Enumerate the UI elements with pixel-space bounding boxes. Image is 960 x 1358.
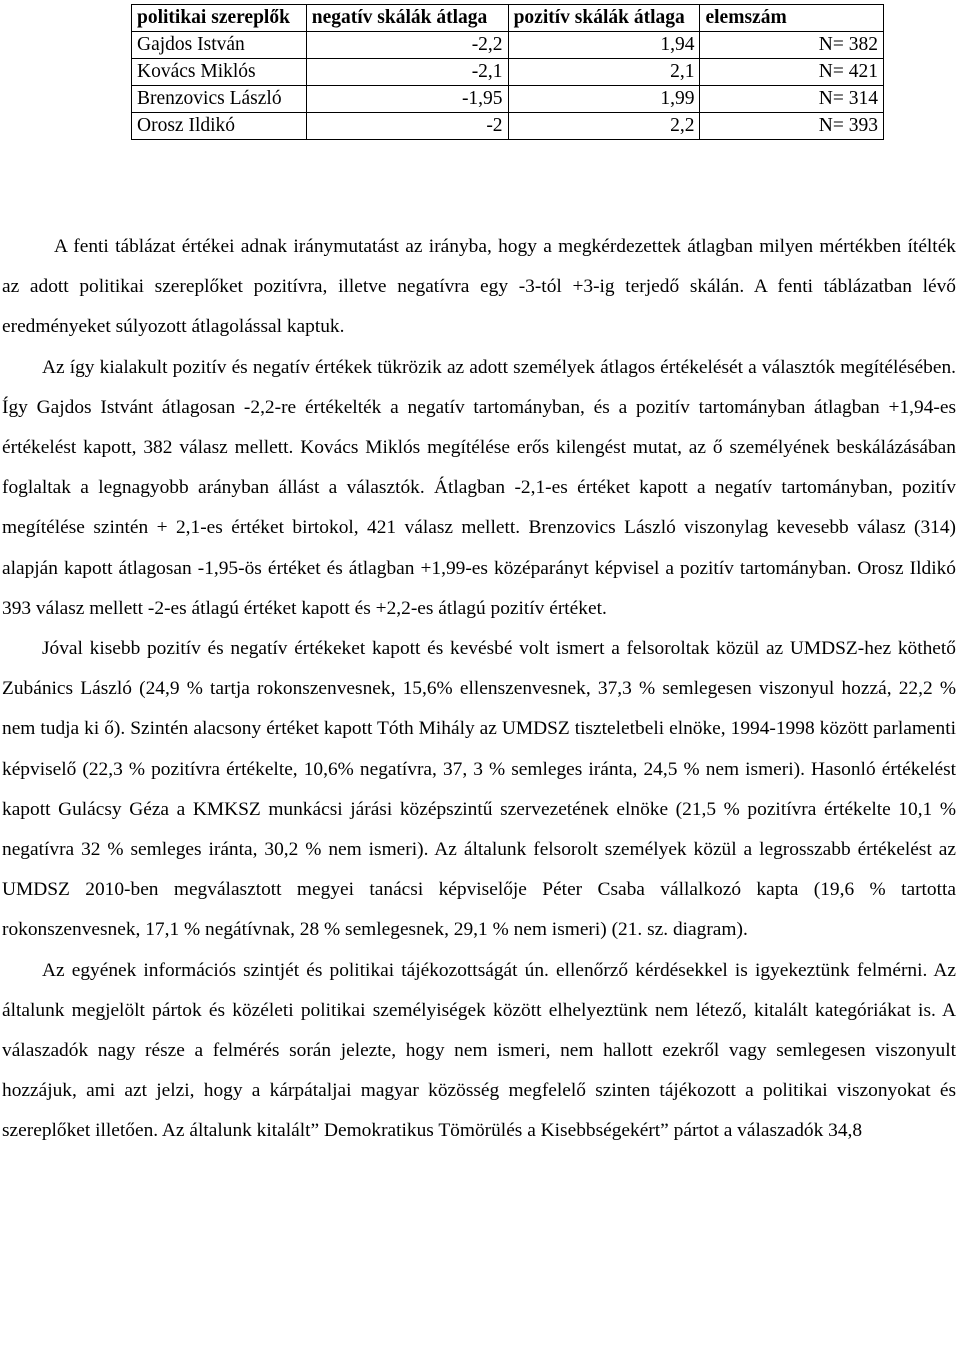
cell-politician: Kovács Miklós [132, 59, 307, 86]
header-positive-average: pozitív skálák átlaga [508, 5, 700, 32]
cell-sample-size: N= 393 [700, 113, 884, 140]
cell-positive-average: 2,2 [508, 113, 700, 140]
paragraph: Az így kialakult pozitív és negatív értékek tükrözik az adott személyek átlagos értékelését a választók megítélésében. Így Gajdos Istvánt átlagosan -2,2-re értékelték a negatív tartományban, és a pozitív tartományban átlagban +1,94-es értékelést kapott, 382 válasz mellett. Kovács Miklós megítélése erős kilengést mutat, az ő személyének beskálázásában foglaltak a legnagyobb arányban állást a választók. Átlagban -2,1-es értéket kapott a negatív tartományban, pozitív megítélése szintén + 2,1-es értéket birtokol, 421 válasz mellett. Brenzovics László viszonylag kevesebb válasz (314) alapján kapott átlagosan -1,95-ös értéket és átlagban +1,99-es középarányt képvisel a pozitív tartományban. Orosz Ildikó 393 válasz mellett -2-es átlagú értéket kapott és +2,2-es átlagú pozitív értéket. [2, 356, 956, 619]
cell-sample-size: N= 314 [700, 86, 884, 113]
header-politicians: politikai szereplők [132, 5, 307, 32]
cell-positive-average: 1,99 [508, 86, 700, 113]
politician-ratings-table [131, 4, 884, 140]
cell-sample-size: N= 421 [700, 59, 884, 86]
paragraph: A fenti táblázat értékei adnak iránymutatást az irányba, hogy a megkérdezettek átlagban milyen mértékben ítélték az adott politikai szereplőket pozitívra, illetve negatívra egy -3-tól +3-ig terjedő skálán. A fenti táblázatban lévő eredményeket súlyozott átlagolással kaptuk. [2, 236, 956, 338]
cell-positive-average: 1,94 [508, 32, 700, 59]
table-row [132, 59, 884, 86]
cell-politician: Gajdos István [132, 32, 307, 59]
cell-negative-average: -2 [306, 113, 508, 140]
cell-politician: Brenzovics László [132, 86, 307, 113]
cell-negative-average: -2,2 [306, 32, 508, 59]
table-row [132, 86, 884, 113]
header-negative-average: negatív skálák átlaga [306, 5, 508, 32]
cell-positive-average: 2,1 [508, 59, 700, 86]
table-header-row [132, 5, 884, 32]
cell-sample-size: N= 382 [700, 32, 884, 59]
cell-negative-average: -2,1 [306, 59, 508, 86]
paragraph: Az egyének információs szintjét és politikai tájékozottságát ún. ellenőrző kérdésekkel is igyekeztünk felmérni. Az általunk megjelölt pártok és közéleti politikai személyiségek között elhelyeztünk nem létező, kitalált kategóriákat is. A válaszadók nagy része a felmérés során jelezte, hogy nem ismeri, nem hallott ezekről vagy semlegesen viszonyult hozzájuk, ami azt jelzi, hogy a kárpátaljai magyar közösség megfelelő szinten tájékozott a politikai viszonyokat és szereplőket illetően. Az általunk kitalált” Demokratikus Tömörülés a Kisebbségekért” pártot a válaszadók 34,8 [2, 959, 956, 1142]
cell-negative-average: -1,95 [306, 86, 508, 113]
table-row [132, 113, 884, 140]
header-sample-size: elemszám [700, 5, 884, 32]
cell-politician: Orosz Ildikó [132, 113, 307, 140]
paragraph: Jóval kisebb pozitív és negatív értékeket kapott és kevésbé volt ismert a felsoroltak közül az UMDSZ-hez köthető Zubánics László (24,9 % tartja rokonszenvesnek, 15,6% ellenszenvesnek, 37,3 % semlegesen viszonyul hozzá, 22,2 % nem tudja ki ő). Szintén alacsony értéket kapott Tóth Mihály az UMDSZ tiszteletbeli elnöke, 1994-1998 között parlamenti képviselő (22,3 % pozitívra értékelte, 10,6% negatívra, 37, 3 % semleges iránta, 24,5 % nem ismeri). Hasonló értékelést kapott Gulácsy Géza a KMKSZ munkácsi járási középszintű szervezetének elnöke (21,5 % pozitívra értékelte 10,1 % negatívra 32 % semleges iránta, 30,2 % nem ismeri). Az általunk felsorolt személyek közül a legrosszabb értékelést az UMDSZ 2010-ben megválasztott megyei tanácsi képviselője Péter Csaba vállalkozó kapta (19,6 % tartotta rokonszenvesnek, 17,1 % negátívnak, 28 % semlegesnek, 29,1 % nem ismeri) (21. sz. diagram). [2, 638, 956, 941]
body-text [2, 227, 956, 1152]
table-row [132, 32, 884, 59]
